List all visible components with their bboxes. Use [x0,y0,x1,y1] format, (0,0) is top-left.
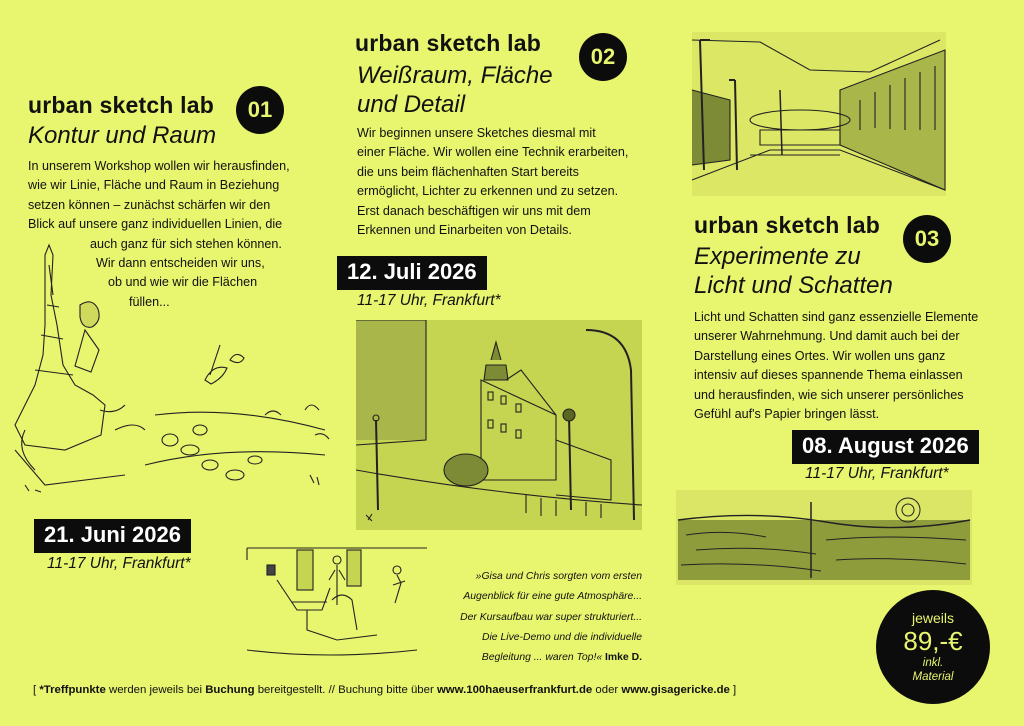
price-amount: 89,-€ [903,626,963,656]
church-street-sketch [356,320,642,530]
testimonial-quote [440,567,642,668]
workshop-02-brand: urban sketch lab [355,30,541,56]
description-line: ob und wie wir die Flächen [108,275,258,290]
workshop-01-title: Kontur und Raum [28,122,217,149]
description-line: die uns beim flächenhaften Start bereits [357,164,579,179]
landscape-sketch [676,490,972,585]
footer-url-100haeuser[interactable]: www.100haeuserfrankfurt.de [436,684,593,696]
price-note-line1: inkl. [922,657,944,669]
description-line: Blick auf unsere ganz individuellen Linien, die [28,217,283,232]
workshop-02-date: 12. Juli 2026 [337,256,487,290]
fountain-sketch [5,235,345,505]
description-line: Wir beginnen unsere Sketches diesmal mit [357,126,596,140]
title-line: Licht und Schatten [694,272,893,299]
description-line: setzen können – zunächst schärfen wir den [28,197,271,212]
description-line: Darstellung eines Ortes. Wir wollen uns ganz [694,348,946,363]
description-line: Erkennen und Einarbeiten von Details. [357,223,572,238]
workshop-01-number-badge [236,86,284,134]
workshop-03-brand: urban sketch lab [694,212,880,238]
description-line: In unserem Workshop wollen wir herausfinden, [28,159,290,173]
footer-note [33,684,736,696]
description-line: Licht und Schatten sind ganz essenzielle Elemente [694,310,979,324]
workshop-01-number: 01 [247,97,273,122]
workshop-01-time: 11-17 Uhr, Frankfurt* [47,555,191,572]
footer-meeting-label: *Treffpunkte [39,684,106,696]
workshop-02-number-badge [579,33,627,81]
workshop-01-brand: urban sketch lab [28,92,214,118]
quote-line [440,648,642,668]
testimonial-author: Imke D. [605,652,642,664]
description-line: unserer Wahrnehmung. Und damit auch bei der [694,329,960,344]
workshop-02-number: 02 [590,44,616,69]
title-line: und Detail [357,91,466,118]
description-line: auch ganz für sich stehen können. [90,236,282,251]
title-line: Weißraum, Fläche [357,62,553,89]
footer-close: ] [729,684,737,696]
workshop-03-title [694,242,893,300]
price-prefix: jeweils [911,610,954,626]
workshop-03-time: 11-17 Uhr, Frankfurt* [805,465,949,482]
description-line: Wir dann entscheiden wir uns, [96,256,265,271]
street-perspective-sketch [690,30,950,198]
description-line: ermöglicht, Lichter zu erkennen und zu setzen. [357,184,619,199]
quote-line: Die Live-Demo und die individuelle [482,631,642,643]
workshop-02-title [357,61,553,119]
quote-line: Der Kursaufbau war super strukturiert... [460,611,642,623]
shopping-carts-sketch [237,540,437,670]
workshop-03-number-badge [903,215,951,263]
footer-text1: werden jeweils bei [105,684,206,696]
description-line: füllen... [129,294,170,309]
footer-text2: bereitgestellt. // Buchung bitte über [254,684,437,696]
price-note-line2: Material [912,671,954,683]
description-line: Erst danach beschäftigen wir uns mit dem [357,203,591,218]
footer-booking: Buchung [205,684,255,696]
title-line: Experimente zu [694,243,861,270]
quote-line: »Gisa und Chris sorgten vom ersten [475,571,642,582]
description-line: Gefühl auf's Papier bringen lässt. [694,407,880,422]
description-line: einer Fläche. Wir wollen eine Technik erarbeiten, [357,145,629,160]
footer-open: [ [33,684,40,696]
description-line: und herausfinden, wie sich unserer persönliches [694,387,964,402]
price-badge [876,590,990,704]
workshop-01-date: 21. Juni 2026 [34,519,191,553]
workshop-03-number: 03 [914,226,940,251]
quote-line: Augenblick für eine gute Atmosphäre... [463,591,642,603]
quote-text: Begleitung ... waren Top!« [481,652,603,664]
footer-text3: oder [592,684,622,696]
description-line: wie wir Linie, Fläche und Raum in Beziehung [28,178,280,193]
workshop-02-description [357,124,657,240]
footer-url-gisagericke[interactable]: www.gisagericke.de [621,684,730,696]
workshop-03-date: 08. August 2026 [792,430,979,464]
workshop-03-description [694,308,1004,424]
workshop-02-time: 11-17 Uhr, Frankfurt* [357,292,501,309]
description-line: intensiv auf dieses spannende Thema einlassen [694,368,963,383]
